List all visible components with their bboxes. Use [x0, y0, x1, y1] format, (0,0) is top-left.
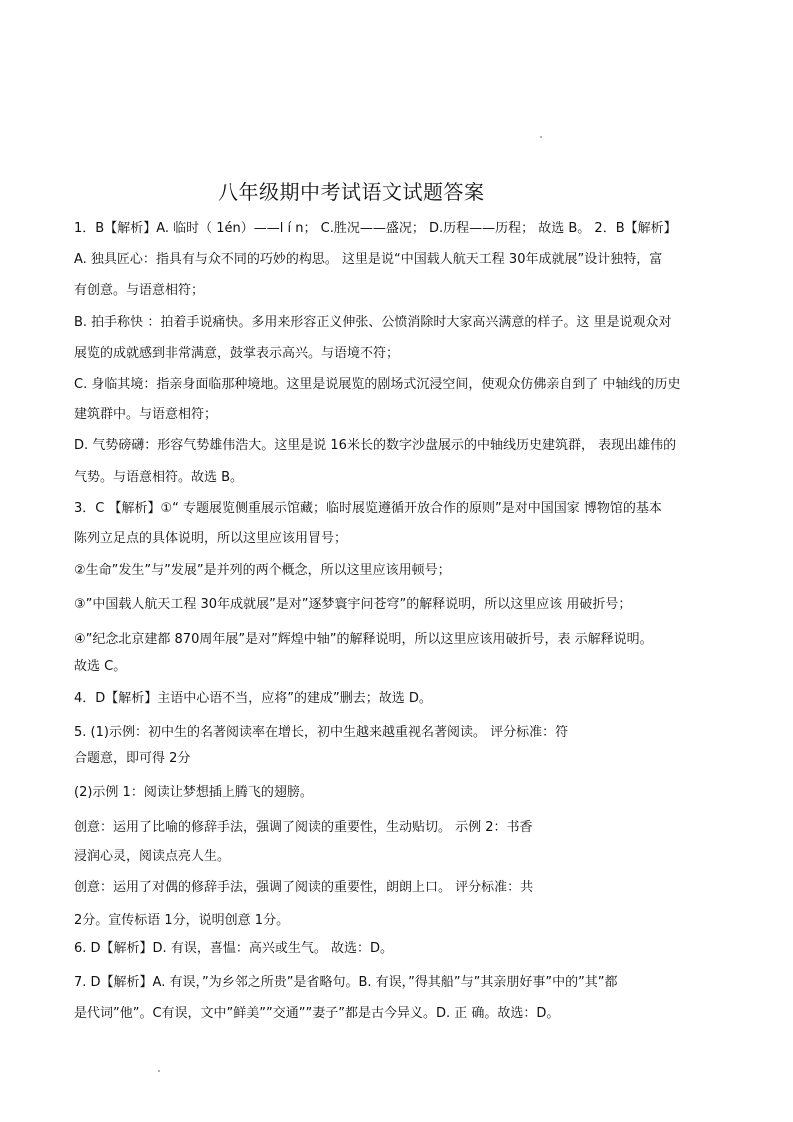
answer-line: 1．B【解析】A. 临时（ 1én）——l í n； C.胜况——盛况； D.历程——历程； 故选 B。 2．B【解析】: [74, 221, 677, 236]
answer-line: 3．C 【解析】①“ 专题展览侧重展示馆藏；临时展览遵循开放合作的原则”是对中国国家 博物馆的基本: [74, 501, 662, 516]
answer-line: ④”纪念北京建都 870周年展”是对”辉煌中轴”的解释说明，所以这里应该用破折号，表 示解释说明。: [74, 632, 653, 647]
answer-line: 故选 C。: [74, 659, 127, 674]
answer-line: 创意：运用了比喻的修辞手法，强调了阅读的重要性，生动贴切。 示例 2：书香: [74, 820, 533, 835]
answer-line: (2)示例 1：阅读让梦想插上腾飞的翅膀。: [74, 785, 313, 800]
answer-line: 展览的成就感到非常满意，鼓掌表示高兴。与语境不符；: [74, 346, 400, 361]
answer-line: 是代词”他”。C有误，文中”鲜美””交通””妻子”都是古今异义。D. 正 确。故选：D。: [74, 1006, 560, 1021]
answer-line: 2分。宣传标语 1分，说明创意 1分。: [74, 913, 290, 928]
document-title: 八年级期中考试语文试题答案: [218, 180, 485, 204]
answer-line: 建筑群中。与语意相符；: [74, 407, 218, 422]
answer-line: 7. D【解析】A. 有误，”为乡邻之所贵”是省略句。B. 有误，”得其船”与”其亲朋好事”中的”其”都: [74, 975, 618, 990]
answer-line: 有创意。与语意相符；: [74, 283, 205, 298]
answer-line: 5. (1)示例：初中生的名著阅读率在增长，初中生越来越重视名著阅读。 评分标准：符: [74, 725, 569, 740]
answer-line: 创意：运用了对偶的修辞手法，强调了阅读的重要性，朗朗上口。 评分标准：共: [74, 880, 534, 895]
answer-line: 6. D【解析】D. 有误，喜愠：高兴或生气。 故选：D。: [74, 941, 393, 956]
answer-line: 浸润心灵，阅读点亮人生。: [74, 849, 231, 864]
page-speck: [540, 136, 542, 138]
answer-line: D. 气势磅礴：形容气势雄伟浩大。这里是说 16米长的数字沙盘展示的中轴线历史建筑群， 表现出雄伟的: [74, 438, 677, 453]
answer-line: A. 独具匠心：指具有与众不同的巧妙的构思。 这里是说“中国载人航天工程 30年成就展”设计独特，富: [74, 252, 663, 267]
answer-line: 4．D【解析】主语中心语不当，应将”的建成”删去；故选 D。: [74, 691, 432, 706]
answer-line: 气势。与语意相符。故选 B。: [74, 470, 244, 485]
answer-line: C. 身临其境：指亲身面临那种境地。这里是说展览的剧场式沉浸空间，使观众仿佛亲自到了 中轴线的历史: [74, 377, 681, 392]
answer-line: 合题意，即可得 2分: [74, 751, 191, 766]
answer-line: ③”中国载人航天工程 30年成就展”是对”逐梦寰宇问苍穹”的解释说明，所以这里应该 用破折号；: [74, 597, 632, 612]
answer-line: B. 拍手称快 ：拍着手说痛快。多用来形容正义伸张、公愤消除时大家高兴满意的样子。这 里是说观众对: [74, 315, 672, 330]
answer-line: ②生命”发生”与”发展”是并列的两个概念，所以这里应该用顿号；: [74, 563, 451, 578]
answer-line: 陈列立足点的具体说明，所以这里应该用冒号；: [74, 531, 348, 546]
page-speck: [158, 1070, 160, 1072]
